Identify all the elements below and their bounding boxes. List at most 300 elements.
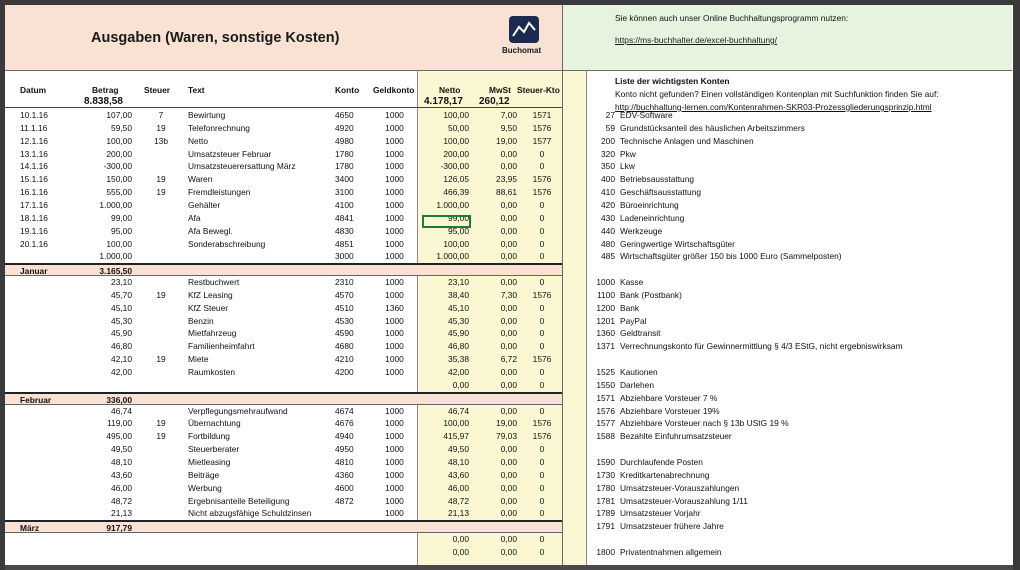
cell-netto[interactable]: 49,50 — [448, 444, 469, 455]
cell-netto[interactable]: 100,00 — [443, 418, 469, 429]
cell-netto[interactable]: 0,00 — [452, 546, 469, 557]
cell-steuer-kto[interactable]: 0 — [539, 199, 545, 210]
cell-mwst[interactable]: 0,00 — [500, 444, 517, 455]
cell-steuer-kto[interactable]: 0 — [539, 148, 545, 159]
cell-geldkonto[interactable]: 1000 — [385, 495, 404, 506]
cell-mwst[interactable]: 0,00 — [500, 495, 517, 506]
account-number[interactable]: 1550 — [596, 379, 615, 390]
cell-datum[interactable]: 15.1.16 — [20, 174, 48, 185]
cell-mwst[interactable]: 0,00 — [500, 328, 517, 339]
account-number[interactable]: 1590 — [596, 456, 615, 467]
cell-steuer-kto[interactable]: 0 — [539, 508, 545, 519]
cell-mwst[interactable]: 88,61 — [496, 187, 517, 198]
cell-geldkonto[interactable]: 1000 — [385, 315, 404, 326]
account-number[interactable]: 400 — [601, 174, 615, 185]
cell-betrag[interactable]: 42,00 — [111, 367, 132, 377]
cell-mwst[interactable]: 0,00 — [500, 251, 517, 262]
account-number[interactable]: 350 — [601, 161, 615, 172]
cell-text[interactable]: Übernachtung — [188, 418, 241, 429]
cell-geldkonto[interactable]: 1000 — [385, 251, 404, 262]
cell-geldkonto[interactable]: 1000 — [385, 212, 404, 223]
cell-netto[interactable]: 100,00 — [443, 110, 469, 120]
cell-geldkonto[interactable]: 1000 — [385, 174, 404, 185]
cell-betrag[interactable]: 99,00 — [111, 212, 132, 223]
account-name[interactable]: Bezahlte Einfuhrumsatzsteuer — [620, 431, 732, 442]
cell-steuer-kto[interactable]: 0 — [539, 534, 545, 545]
cell-konto[interactable]: 4360 — [335, 469, 354, 480]
month-label[interactable]: März — [20, 523, 40, 534]
account-number[interactable]: 1789 — [596, 508, 615, 519]
account-number[interactable]: 200 — [601, 135, 615, 146]
cell-konto[interactable]: 4950 — [335, 444, 354, 455]
cell-text[interactable]: Benzin — [188, 315, 214, 326]
cell-text[interactable]: KfZ Steuer — [188, 302, 229, 313]
cell-text[interactable]: Afa Bewegl. — [188, 225, 233, 236]
account-number[interactable]: 1577 — [596, 418, 615, 429]
cell-mwst[interactable]: 0,00 — [500, 482, 517, 493]
cell-netto[interactable]: 23,10 — [448, 277, 469, 288]
cell-geldkonto[interactable]: 1000 — [385, 161, 404, 172]
cell-steuer[interactable]: 19 — [156, 187, 166, 198]
cell-netto[interactable]: 50,00 — [448, 122, 469, 133]
cell-steuer[interactable]: 19 — [156, 354, 166, 365]
account-name[interactable]: Bank (Postbank) — [620, 289, 682, 300]
account-name[interactable]: Umsatzsteuer Vorjahr — [620, 508, 701, 519]
cell-mwst[interactable]: 0,00 — [500, 367, 517, 377]
cell-mwst[interactable]: 0,00 — [500, 341, 517, 352]
cell-text[interactable]: Raumkosten — [188, 367, 236, 377]
cell-netto[interactable]: 1.000,00 — [436, 251, 469, 262]
account-number[interactable]: 1576 — [596, 405, 615, 416]
cell-text[interactable]: Steuerberater — [188, 444, 240, 455]
cell-mwst[interactable]: 19,00 — [496, 418, 517, 429]
account-name[interactable]: Kasse — [620, 277, 644, 288]
cell-netto[interactable]: 100,00 — [443, 238, 469, 249]
account-number[interactable]: 1000 — [596, 277, 615, 288]
cell-betrag[interactable]: 48,10 — [111, 456, 132, 467]
cell-steuer-kto[interactable]: 0 — [539, 341, 545, 352]
cell-steuer-kto[interactable]: 0 — [539, 495, 545, 506]
cell-geldkonto[interactable]: 1000 — [385, 122, 404, 133]
account-name[interactable]: Grundstücksanteil des häuslichen Arbeitszimmers — [620, 122, 805, 133]
cell-datum[interactable]: 13.1.16 — [20, 148, 48, 159]
cell-konto[interactable]: 4830 — [335, 225, 354, 236]
cell-konto[interactable]: 4940 — [335, 431, 354, 442]
account-number[interactable]: 1571 — [596, 392, 615, 403]
cell-datum[interactable]: 17.1.16 — [20, 199, 48, 210]
month-label[interactable]: Januar — [20, 266, 48, 277]
cell-geldkonto[interactable]: 1000 — [385, 431, 404, 442]
cell-betrag[interactable]: 42,10 — [111, 354, 132, 365]
account-number[interactable]: 420 — [601, 199, 615, 210]
cell-betrag[interactable]: 48,72 — [111, 495, 132, 506]
account-name[interactable]: Kautionen — [620, 367, 658, 377]
cell-betrag[interactable]: 119,00 — [107, 418, 132, 429]
cell-mwst[interactable]: 19,00 — [496, 135, 517, 146]
account-name[interactable]: EDV-Software — [620, 110, 673, 120]
cell-mwst[interactable]: 79,03 — [496, 431, 517, 442]
cell-mwst[interactable]: 0,00 — [500, 161, 517, 172]
cell-konto[interactable]: 4590 — [335, 328, 354, 339]
selected-cell[interactable] — [422, 215, 471, 228]
cell-steuer-kto[interactable]: 0 — [539, 251, 545, 262]
cell-betrag[interactable]: 1.000,00 — [99, 199, 132, 210]
account-name[interactable]: Lkw — [620, 161, 635, 172]
cell-netto[interactable]: 46,80 — [448, 341, 469, 352]
cell-text[interactable]: Beiträge — [188, 469, 220, 480]
cell-steuer-kto[interactable]: 0 — [539, 277, 545, 288]
cell-konto[interactable]: 4510 — [335, 302, 354, 313]
account-name[interactable]: Abziehbare Vorsteuer 19% — [620, 405, 720, 416]
cell-netto[interactable]: 21,13 — [448, 508, 469, 519]
cell-text[interactable]: Restbuchwert — [188, 277, 240, 288]
account-number[interactable]: 27 — [605, 110, 615, 120]
account-name[interactable]: Pkw — [620, 148, 636, 159]
cell-betrag[interactable]: 45,30 — [111, 315, 132, 326]
cell-geldkonto[interactable]: 1000 — [385, 328, 404, 339]
account-name[interactable]: Verrechnungskonto für Gewinnermittlung § 4/3 EStG, nicht ergebniswirksam — [620, 341, 903, 352]
cell-text[interactable]: Mietleasing — [188, 456, 231, 467]
account-name[interactable]: Büroeinrichtung — [620, 199, 679, 210]
cell-mwst[interactable]: 0,00 — [500, 546, 517, 557]
cell-text[interactable]: Afa — [188, 212, 201, 223]
cell-betrag[interactable]: 43,60 — [111, 469, 132, 480]
cell-mwst[interactable]: 0,00 — [500, 534, 517, 545]
cell-mwst[interactable]: 0,00 — [500, 277, 517, 288]
cell-geldkonto[interactable]: 1000 — [385, 341, 404, 352]
cell-netto[interactable]: 48,10 — [448, 456, 469, 467]
account-number[interactable]: 430 — [601, 212, 615, 223]
account-name[interactable]: Abziehbare Vorsteuer 7 % — [620, 392, 718, 403]
cell-steuer-kto[interactable]: 0 — [539, 225, 545, 236]
cell-netto[interactable]: 200,00 — [443, 148, 469, 159]
cell-betrag[interactable]: 555,00 — [106, 187, 132, 198]
cell-konto[interactable]: 4920 — [335, 122, 354, 133]
account-number[interactable]: 1800 — [596, 546, 615, 557]
cell-geldkonto[interactable]: 1000 — [385, 418, 404, 429]
cell-geldkonto[interactable]: 1000 — [385, 148, 404, 159]
cell-steuer[interactable]: 7 — [158, 110, 164, 120]
cell-steuer-kto[interactable]: 0 — [539, 546, 545, 557]
cell-steuer-kto[interactable]: 1577 — [532, 135, 552, 146]
cell-netto[interactable]: 0,00 — [452, 379, 469, 390]
cell-konto[interactable]: 4600 — [335, 482, 354, 493]
cell-text[interactable]: Miete — [188, 354, 209, 365]
cell-text[interactable]: Telefonrechnung — [188, 122, 250, 133]
cell-mwst[interactable]: 7,00 — [500, 110, 517, 120]
cell-betrag[interactable]: 45,10 — [111, 302, 132, 313]
cell-steuer-kto[interactable]: 1576 — [532, 418, 552, 429]
cell-betrag[interactable]: 59,50 — [111, 122, 132, 133]
cell-text[interactable]: Umsatzsteuerersattung März — [188, 161, 296, 172]
cell-netto[interactable]: -300,00 — [440, 161, 469, 172]
cell-geldkonto[interactable]: 1000 — [385, 277, 404, 288]
cell-betrag[interactable]: 21,13 — [111, 508, 132, 519]
cell-konto[interactable]: 4676 — [335, 418, 354, 429]
cell-konto[interactable]: 1780 — [335, 161, 354, 172]
cell-steuer-kto[interactable]: 0 — [539, 482, 545, 493]
account-name[interactable]: Umsatzsteuer frühere Jahre — [620, 521, 724, 532]
cell-netto[interactable]: 48,72 — [448, 495, 469, 506]
cell-steuer-kto[interactable]: 1571 — [532, 110, 552, 120]
cell-datum[interactable]: 18.1.16 — [20, 212, 48, 223]
cell-datum[interactable]: 12.1.16 — [20, 135, 48, 146]
account-name[interactable]: Wirtschaftsgüter größer 150 bis 1000 Euro (Sammelposten) — [620, 251, 842, 262]
month-total[interactable]: 336,00 — [106, 394, 132, 405]
cell-mwst[interactable]: 9,50 — [500, 122, 517, 133]
account-name[interactable]: Ladeneinrichtung — [620, 212, 685, 223]
cell-netto[interactable]: 35,38 — [448, 354, 469, 365]
account-number[interactable]: 485 — [601, 251, 615, 262]
cell-steuer-kto[interactable]: 1576 — [532, 354, 552, 365]
cell-steuer-kto[interactable]: 0 — [539, 469, 545, 480]
cell-datum[interactable]: 10.1.16 — [20, 110, 48, 120]
account-name[interactable]: PayPal — [620, 315, 647, 326]
cell-geldkonto[interactable]: 1000 — [385, 238, 404, 249]
cell-text[interactable]: Werbung — [188, 482, 222, 493]
cell-betrag[interactable]: 100,00 — [106, 135, 132, 146]
cell-datum[interactable]: 20.1.16 — [20, 238, 48, 249]
account-name[interactable]: Betriebsausstattung — [620, 174, 695, 185]
cell-text[interactable]: Familienheimfahrt — [188, 341, 255, 352]
cell-konto[interactable]: 4841 — [335, 212, 354, 223]
cell-geldkonto[interactable]: 1000 — [385, 405, 404, 416]
cell-mwst[interactable]: 0,00 — [500, 508, 517, 519]
cell-text[interactable]: Waren — [188, 174, 213, 185]
cell-netto[interactable]: 38,40 — [448, 289, 469, 300]
cell-netto[interactable]: 0,00 — [452, 534, 469, 545]
cell-netto[interactable]: 95,00 — [448, 225, 469, 236]
account-number[interactable]: 1780 — [596, 482, 615, 493]
cell-betrag[interactable]: 495,00 — [106, 431, 132, 442]
cell-konto[interactable]: 4980 — [335, 135, 354, 146]
cell-konto[interactable]: 4210 — [335, 354, 354, 365]
account-number[interactable]: 320 — [601, 148, 615, 159]
cell-text[interactable]: Sonderabschreibung — [188, 238, 266, 249]
account-number[interactable]: 480 — [601, 238, 615, 249]
cell-konto[interactable]: 3400 — [335, 174, 354, 185]
month-label[interactable]: Februar — [20, 394, 52, 405]
cell-betrag[interactable]: 46,00 — [111, 482, 132, 493]
cell-konto[interactable]: 2310 — [335, 277, 354, 288]
cell-text[interactable]: Gehälter — [188, 199, 221, 210]
cell-mwst[interactable]: 0,00 — [500, 379, 517, 390]
account-name[interactable]: Abziehbare Vorsteuer nach § 13b UStG 19 % — [620, 418, 789, 429]
account-name[interactable]: Werkzeuge — [620, 225, 663, 236]
cell-konto[interactable]: 4650 — [335, 110, 354, 120]
cell-netto[interactable]: 99,00 — [448, 212, 469, 223]
cell-text[interactable]: Bewirtung — [188, 110, 226, 120]
cell-betrag[interactable]: 46,74 — [111, 405, 132, 416]
cell-konto[interactable]: 4851 — [335, 238, 354, 249]
account-number[interactable]: 1730 — [596, 469, 615, 480]
cell-netto[interactable]: 126,05 — [443, 174, 469, 185]
cell-steuer[interactable]: 19 — [156, 289, 166, 300]
cell-betrag[interactable]: 107,00 — [106, 110, 132, 120]
cell-betrag[interactable]: 45,90 — [111, 328, 132, 339]
cell-steuer-kto[interactable]: 1576 — [532, 187, 552, 198]
cell-steuer-kto[interactable]: 1576 — [532, 289, 552, 300]
cell-mwst[interactable]: 6,72 — [500, 354, 517, 365]
cell-steuer[interactable]: 13b — [154, 135, 168, 146]
account-number[interactable]: 59 — [605, 122, 615, 133]
cell-netto[interactable]: 46,00 — [448, 482, 469, 493]
cell-text[interactable]: Verpflegungsmehraufwand — [188, 405, 288, 416]
cell-konto[interactable]: 4680 — [335, 341, 354, 352]
account-name[interactable]: Umsatzsteuer-Vorauszahlungen — [620, 482, 740, 493]
cell-datum[interactable]: 11.1.16 — [20, 122, 48, 133]
cell-steuer-kto[interactable]: 0 — [539, 367, 545, 377]
cell-konto[interactable]: 4530 — [335, 315, 354, 326]
cell-datum[interactable]: 16.1.16 — [20, 187, 48, 198]
account-name[interactable]: Durchlaufende Posten — [620, 456, 703, 467]
account-name[interactable]: Umsatzsteuer-Vorauszahlung 1/11 — [620, 495, 748, 506]
cell-netto[interactable]: 45,10 — [448, 302, 469, 313]
account-number[interactable]: 1201 — [596, 315, 615, 326]
cell-datum[interactable]: 14.1.16 — [20, 161, 48, 172]
cell-netto[interactable]: 100,00 — [443, 135, 469, 146]
cell-mwst[interactable]: 0,00 — [500, 238, 517, 249]
cell-text[interactable]: Netto — [188, 135, 209, 146]
cell-text[interactable]: Ergebnisanteile Beteiligung — [188, 495, 290, 506]
cell-geldkonto[interactable]: 1000 — [385, 367, 404, 377]
account-name[interactable]: Privatentnahmen allgemein — [620, 546, 722, 557]
cell-konto[interactable]: 3000 — [335, 251, 354, 262]
month-total[interactable]: 3.165,50 — [99, 266, 132, 277]
cell-steuer-kto[interactable]: 0 — [539, 238, 545, 249]
cell-steuer-kto[interactable]: 1576 — [532, 122, 552, 133]
online-link[interactable]: https://ms-buchhalter.de/excel-buchhaltung/ — [615, 35, 778, 45]
cell-netto[interactable]: 1.000,00 — [436, 199, 469, 210]
cell-betrag[interactable]: -300,00 — [103, 161, 132, 172]
cell-geldkonto[interactable]: 1000 — [385, 135, 404, 146]
cell-datum[interactable]: 19.1.16 — [20, 225, 48, 236]
cell-konto[interactable]: 1780 — [335, 148, 354, 159]
cell-steuer[interactable]: 19 — [156, 122, 166, 133]
account-name[interactable]: Geringwertige Wirtschaftsgüter — [620, 238, 735, 249]
cell-betrag[interactable]: 49,50 — [111, 444, 132, 455]
cell-netto[interactable]: 45,30 — [448, 315, 469, 326]
cell-steuer-kto[interactable]: 1576 — [532, 431, 552, 442]
cell-mwst[interactable]: 0,00 — [500, 456, 517, 467]
cell-netto[interactable]: 46,74 — [448, 405, 469, 416]
cell-steuer[interactable]: 19 — [156, 431, 166, 442]
account-name[interactable]: Geschäftsausstattung — [620, 187, 702, 198]
account-name[interactable]: Darlehen — [620, 379, 654, 390]
cell-mwst[interactable]: 0,00 — [500, 225, 517, 236]
month-total[interactable]: 917,79 — [106, 523, 132, 534]
cell-steuer-kto[interactable]: 0 — [539, 379, 545, 390]
account-name[interactable]: Kreditkartenabrechnung — [620, 469, 710, 480]
cell-geldkonto[interactable]: 1000 — [385, 110, 404, 120]
cell-geldkonto[interactable]: 1000 — [385, 508, 404, 519]
cell-steuer-kto[interactable]: 0 — [539, 456, 545, 467]
account-name[interactable]: Geldtransit — [620, 328, 661, 339]
cell-mwst[interactable]: 23,95 — [496, 174, 517, 185]
cell-betrag[interactable]: 23,10 — [111, 277, 132, 288]
cell-netto[interactable]: 42,00 — [448, 367, 469, 377]
cell-mwst[interactable]: 0,00 — [500, 469, 517, 480]
cell-konto[interactable]: 4570 — [335, 289, 354, 300]
cell-steuer-kto[interactable]: 1576 — [532, 174, 552, 185]
cell-geldkonto[interactable]: 1000 — [385, 469, 404, 480]
cell-text[interactable]: Nicht abzugsfähige Schuldzinsen — [188, 508, 312, 519]
cell-geldkonto[interactable]: 1000 — [385, 354, 404, 365]
cell-geldkonto[interactable]: 1000 — [385, 482, 404, 493]
account-number[interactable]: 1525 — [596, 367, 615, 377]
cell-konto[interactable]: 4200 — [335, 367, 354, 377]
konten-link[interactable]: http://buchhaltung-lernen.com/Kontenrahmen-SKR03-Prozessgliederungsprinzip.html — [615, 102, 932, 112]
cell-betrag[interactable]: 46,80 — [111, 341, 132, 352]
cell-betrag[interactable]: 45,70 — [111, 289, 132, 300]
account-number[interactable]: 410 — [601, 187, 615, 198]
account-number[interactable]: 1781 — [596, 495, 615, 506]
account-name[interactable]: Bank — [620, 302, 640, 313]
cell-geldkonto[interactable]: 1000 — [385, 225, 404, 236]
cell-mwst[interactable]: 0,00 — [500, 302, 517, 313]
cell-mwst[interactable]: 0,00 — [500, 199, 517, 210]
cell-konto[interactable]: 3100 — [335, 187, 354, 198]
account-number[interactable]: 440 — [601, 225, 615, 236]
cell-konto[interactable]: 4674 — [335, 405, 354, 416]
cell-mwst[interactable]: 0,00 — [500, 405, 517, 416]
cell-betrag[interactable]: 100,00 — [106, 238, 132, 249]
cell-konto[interactable]: 4810 — [335, 456, 354, 467]
cell-geldkonto[interactable]: 1000 — [385, 199, 404, 210]
cell-netto[interactable]: 466,39 — [443, 187, 469, 198]
cell-netto[interactable]: 415,97 — [443, 431, 469, 442]
cell-text[interactable]: KfZ Leasing — [188, 289, 233, 300]
cell-steuer-kto[interactable]: 0 — [539, 161, 545, 172]
cell-konto[interactable]: 4872 — [335, 495, 354, 506]
cell-geldkonto[interactable]: 1360 — [385, 302, 404, 313]
account-number[interactable]: 1360 — [596, 328, 615, 339]
cell-steuer-kto[interactable]: 0 — [539, 212, 545, 223]
account-number[interactable]: 1588 — [596, 431, 615, 442]
cell-geldkonto[interactable]: 1000 — [385, 187, 404, 198]
account-number[interactable]: 1371 — [596, 341, 615, 352]
cell-steuer-kto[interactable]: 0 — [539, 328, 545, 339]
account-number[interactable]: 1200 — [596, 302, 615, 313]
cell-betrag[interactable]: 200,00 — [106, 148, 132, 159]
cell-mwst[interactable]: 0,00 — [500, 148, 517, 159]
cell-geldkonto[interactable]: 1000 — [385, 456, 404, 467]
cell-netto[interactable]: 45,90 — [448, 328, 469, 339]
cell-steuer-kto[interactable]: 0 — [539, 315, 545, 326]
cell-geldkonto[interactable]: 1000 — [385, 444, 404, 455]
cell-steuer[interactable]: 19 — [156, 418, 166, 429]
cell-mwst[interactable]: 0,00 — [500, 212, 517, 223]
cell-betrag[interactable]: 1.000,00 — [99, 251, 132, 262]
cell-text[interactable]: Fremdleistungen — [188, 187, 251, 198]
cell-netto[interactable]: 43,60 — [448, 469, 469, 480]
cell-text[interactable]: Mietfahrzeug — [188, 328, 237, 339]
cell-text[interactable]: Fortbildung — [188, 431, 230, 442]
cell-steuer[interactable]: 19 — [156, 174, 166, 185]
account-number[interactable]: 1100 — [596, 289, 615, 300]
cell-betrag[interactable]: 95,00 — [111, 225, 132, 236]
account-name[interactable]: Technische Anlagen und Maschinen — [620, 135, 754, 146]
cell-mwst[interactable]: 7,30 — [500, 289, 517, 300]
cell-steuer-kto[interactable]: 0 — [539, 302, 545, 313]
cell-konto[interactable]: 4100 — [335, 199, 354, 210]
cell-steuer-kto[interactable]: 0 — [539, 405, 545, 416]
cell-steuer-kto[interactable]: 0 — [539, 444, 545, 455]
cell-text[interactable]: Umsatzsteuer Februar — [188, 148, 272, 159]
cell-mwst[interactable]: 0,00 — [500, 315, 517, 326]
cell-geldkonto[interactable]: 1000 — [385, 289, 404, 300]
cell-betrag[interactable]: 150,00 — [106, 174, 132, 185]
